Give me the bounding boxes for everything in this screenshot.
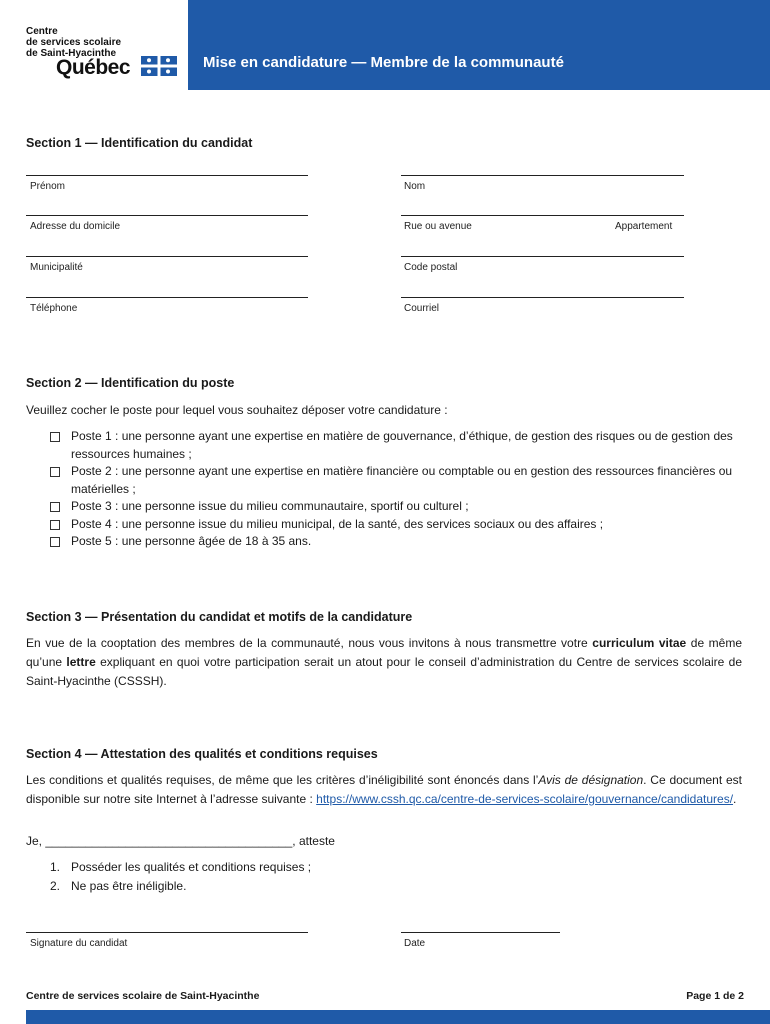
checkbox[interactable] [50, 537, 60, 547]
footer-band [26, 1010, 770, 1024]
signature-label: Signature du candidat [30, 938, 128, 949]
organization-logo [26, 26, 186, 86]
code-postal-line[interactable] [401, 256, 684, 257]
prenom-line[interactable] [26, 175, 308, 176]
fleurdelise-flag-icon [141, 56, 177, 76]
municipalite-line[interactable] [26, 256, 308, 257]
section-3-paragraph: En vue de la cooptation des membres de la communauté, nous vous invitons à nous transmettre votre curriculum vitae de même qu’une lettre expliquant en quoi votre participation serait un atout pour le conseil d’administration du Centre de services scolaire de Saint-Hyacinthe (CSSSH). [26, 636, 743, 688]
nom-line[interactable] [401, 175, 684, 176]
rue-label: Rue ou avenue [404, 221, 472, 232]
page-number: Page 1 de 2 [686, 990, 744, 1002]
date-line[interactable] [401, 932, 560, 933]
name-blank[interactable]: _____________________________________ [45, 834, 293, 848]
checkbox[interactable] [50, 502, 60, 512]
attestation-list [50, 858, 311, 896]
document-title: Mise en candidature — Membre de la communauté [203, 54, 564, 71]
rue-line[interactable] [401, 215, 684, 216]
header-band [188, 0, 770, 90]
nom-label: Nom [404, 181, 426, 192]
adresse-line[interactable] [26, 215, 308, 216]
courriel-line[interactable] [401, 297, 684, 298]
section-4-paragraph: Les conditions et qualités requises, de même que les critères d’inéligibilité sont énoncés dans l’Avis de désignation. Ce document est disponible sur notre site Internet à l’adresse suivante : https://www.cssh.qc.ca/centre-de-services-scolaire/gouvernance/candidatures/. [26, 773, 742, 806]
footer-organization: Centre de services scolaire de Saint-Hyacinthe [26, 990, 260, 1002]
list-item: 1. Posséder les qualités et conditions requises ; [50, 860, 312, 874]
appartement-label: Appartement [615, 221, 673, 232]
prenom-label: Prénom [30, 181, 66, 192]
section-1-title: Section 1 — Identification du candidat [26, 136, 253, 150]
logo-text: Centre de services scolaire de Saint-Hyacinthe [26, 26, 122, 59]
candidatures-link[interactable]: https://www.cssh.qc.ca/centre-de-services-scolaire/gouvernance/candidatures/ [316, 792, 734, 806]
telephone-label: Téléphone [30, 303, 78, 314]
code-postal-label: Code postal [404, 262, 458, 273]
checkbox[interactable] [50, 467, 60, 477]
poste-option[interactable]: Poste 2 : une personne ayant une expertise en matière financière ou comptable ou en gestion des ressources financières ou matérielles ; [48, 463, 738, 498]
municipalite-label: Municipalité [30, 262, 83, 273]
poste-option[interactable]: Poste 4 : une personne issue du milieu municipal, de la santé, des services sociaux ou des affaires ; [48, 516, 738, 534]
section-3-title: Section 3 — Présentation du candidat et motifs de la candidature [26, 610, 413, 624]
list-item: 2. Ne pas être inéligible. [50, 879, 187, 893]
adresse-label: Adresse du domicile [30, 221, 121, 232]
date-label: Date [404, 938, 426, 949]
telephone-line[interactable] [26, 297, 308, 298]
poste-checklist [48, 428, 738, 551]
courriel-label: Courriel [404, 303, 440, 314]
checkbox[interactable] [50, 520, 60, 530]
section-2-title: Section 2 — Identification du poste [26, 376, 235, 390]
section-4-title: Section 4 — Attestation des qualités et conditions requises [26, 747, 378, 761]
section-2-intro: Veuillez cocher le poste pour lequel vous souhaitez déposer votre candidature : [26, 403, 448, 417]
poste-option[interactable]: Poste 1 : une personne ayant une expertise en matière de gouvernance, d’éthique, de gestion des risques ou de gestion des ressources humaines ; [48, 428, 738, 463]
checkbox[interactable] [50, 432, 60, 442]
signature-line[interactable] [26, 932, 308, 933]
poste-option[interactable]: Poste 3 : une personne issue du milieu communautaire, sportif ou culturel ; [48, 498, 738, 516]
poste-option[interactable]: Poste 5 : une personne âgée de 18 à 35 ans. [48, 533, 738, 551]
attestation-line: Je, _____________________________________, atteste [26, 834, 335, 848]
quebec-wordmark: Québec [56, 56, 131, 79]
